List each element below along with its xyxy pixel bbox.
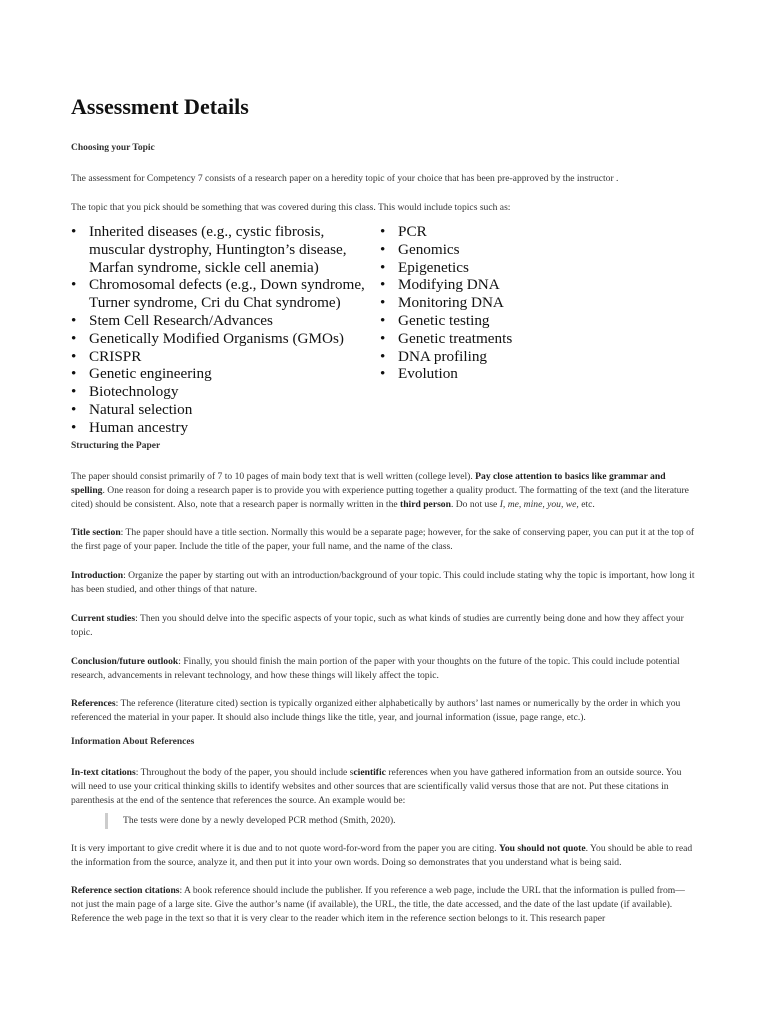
paragraph-in-text-citations: In-text citations: Throughout the body of the paper, you should include scientific references when you have gathered information from an outside source. You will need to use your critical thinking skills to identify websites and other sources that are scientifically valid versus those that are not. Put these citations in parenthesis at the end of the sentence that references the source. An example would be:	[71, 767, 682, 806]
list-item: • CRISPR	[71, 348, 383, 366]
paragraph-introduction: Introduction: Organize the paper by starting out with an introduction/background of your topic. This could include stating why the topic is important, how long it has been studied, and other things of that nature.	[71, 570, 695, 595]
paragraph-topic-pick: The topic that you pick should be something that was covered during this class. This would include topics such as:	[71, 202, 511, 213]
list-item: • Evolution	[380, 365, 620, 383]
list-item: • Monitoring DNA	[380, 294, 620, 312]
paragraph-structuring-intro: The paper should consist primarily of 7 to 10 pages of main body text that is well written (college level). Pay close attention to basics like grammar and spelling. One reason for doing a research paper is to provide you with experience putting together a quality product. The formatting of the text (and the literature cited) should be consistent. Also, note that a research paper is normally written in the third person. Do not use I, me, mine, you, we, etc.	[71, 471, 689, 510]
topic-list-right	[380, 223, 620, 383]
heading-choosing-topic: Choosing your Topic	[71, 143, 155, 153]
paragraph-conclusion: Conclusion/future outlook: Finally, you should finish the main portion of the paper with your thoughts on the future of the topic. This could include potential research, advancements in relevant technology, and how these things will likely affect the topic.	[71, 656, 680, 681]
paragraph-title-section: Title section: The paper should have a title section. Normally this would be a separate page; however, for the sake of conserving paper, you can put it at the top of the first page of your paper. Include the title of the paper, your full name, and the name of the class.	[71, 527, 695, 552]
paragraph-references: References: The reference (literature cited) section is typically organized either alphabetically by authors’ last names or numerically by the order in which you referenced the material in your paper. It should also include things like the title, year, and journal information (issue, page range, etc.).	[71, 698, 681, 723]
paragraph-reference-section-citations: Reference section citations: A book reference should include the publisher. If you reference a web page, include the URL that the information is pulled from—not just the main page of a large site. Give the author’s name (if available), the URL, the title, the date accessed, and the date of the last update (if available). Reference the web page in the text so that it is very clear to the reader which item in the reference section belongs to it. This research paper	[71, 885, 685, 924]
list-item: • Natural selection	[71, 401, 383, 419]
heading-information-references: Information About References	[71, 737, 195, 747]
list-item: • DNA profiling	[380, 348, 620, 366]
list-item: • Chromosomal defects (e.g., Down syndrome, Turner syndrome, Cri du Chat syndrome)	[71, 276, 383, 312]
list-item: • Genetically Modified Organisms (GMOs)	[71, 330, 383, 348]
list-item: • Inherited diseases (e.g., cystic fibrosis, muscular dystrophy, Huntington’s disease, Marfan syndrome, sickle cell anemia)	[71, 223, 383, 276]
heading-structuring: Structuring the Paper	[71, 441, 161, 451]
list-item: • Genetic testing	[380, 312, 620, 330]
list-item: • Human ancestry	[71, 419, 383, 437]
list-item: • PCR	[380, 223, 620, 241]
list-item: • Genetic treatments	[380, 330, 620, 348]
page-title: Assessment Details	[71, 94, 249, 119]
paragraph-current-studies: Current studies: Then you should delve into the specific aspects of your topic, such as what kinds of studies are currently being done and how they affect your topic.	[71, 613, 684, 638]
list-item: • Genomics	[380, 241, 620, 259]
list-item: • Modifying DNA	[380, 276, 620, 294]
list-item: • Genetic engineering	[71, 365, 383, 383]
list-item: • Stem Cell Research/Advances	[71, 312, 383, 330]
example-blockquote: The tests were done by a newly developed PCR method (Smith, 2020).	[105, 813, 396, 829]
topic-list-left	[71, 223, 383, 437]
paragraph-credit: It is very important to give credit where it is due and to not quote word-for-word from the paper you are citing. You should not quote. You should be able to read the information from the source, analyze it, and then put it into your own words. Doing so demonstrates that you understand what is being said.	[71, 843, 693, 868]
paragraph-assessment: The assessment for Competency 7 consists of a research paper on a heredity topic of your choice that has been pre-approved by the instructor .	[71, 173, 619, 184]
list-item: • Biotechnology	[71, 383, 383, 401]
list-item: • Epigenetics	[380, 259, 620, 277]
